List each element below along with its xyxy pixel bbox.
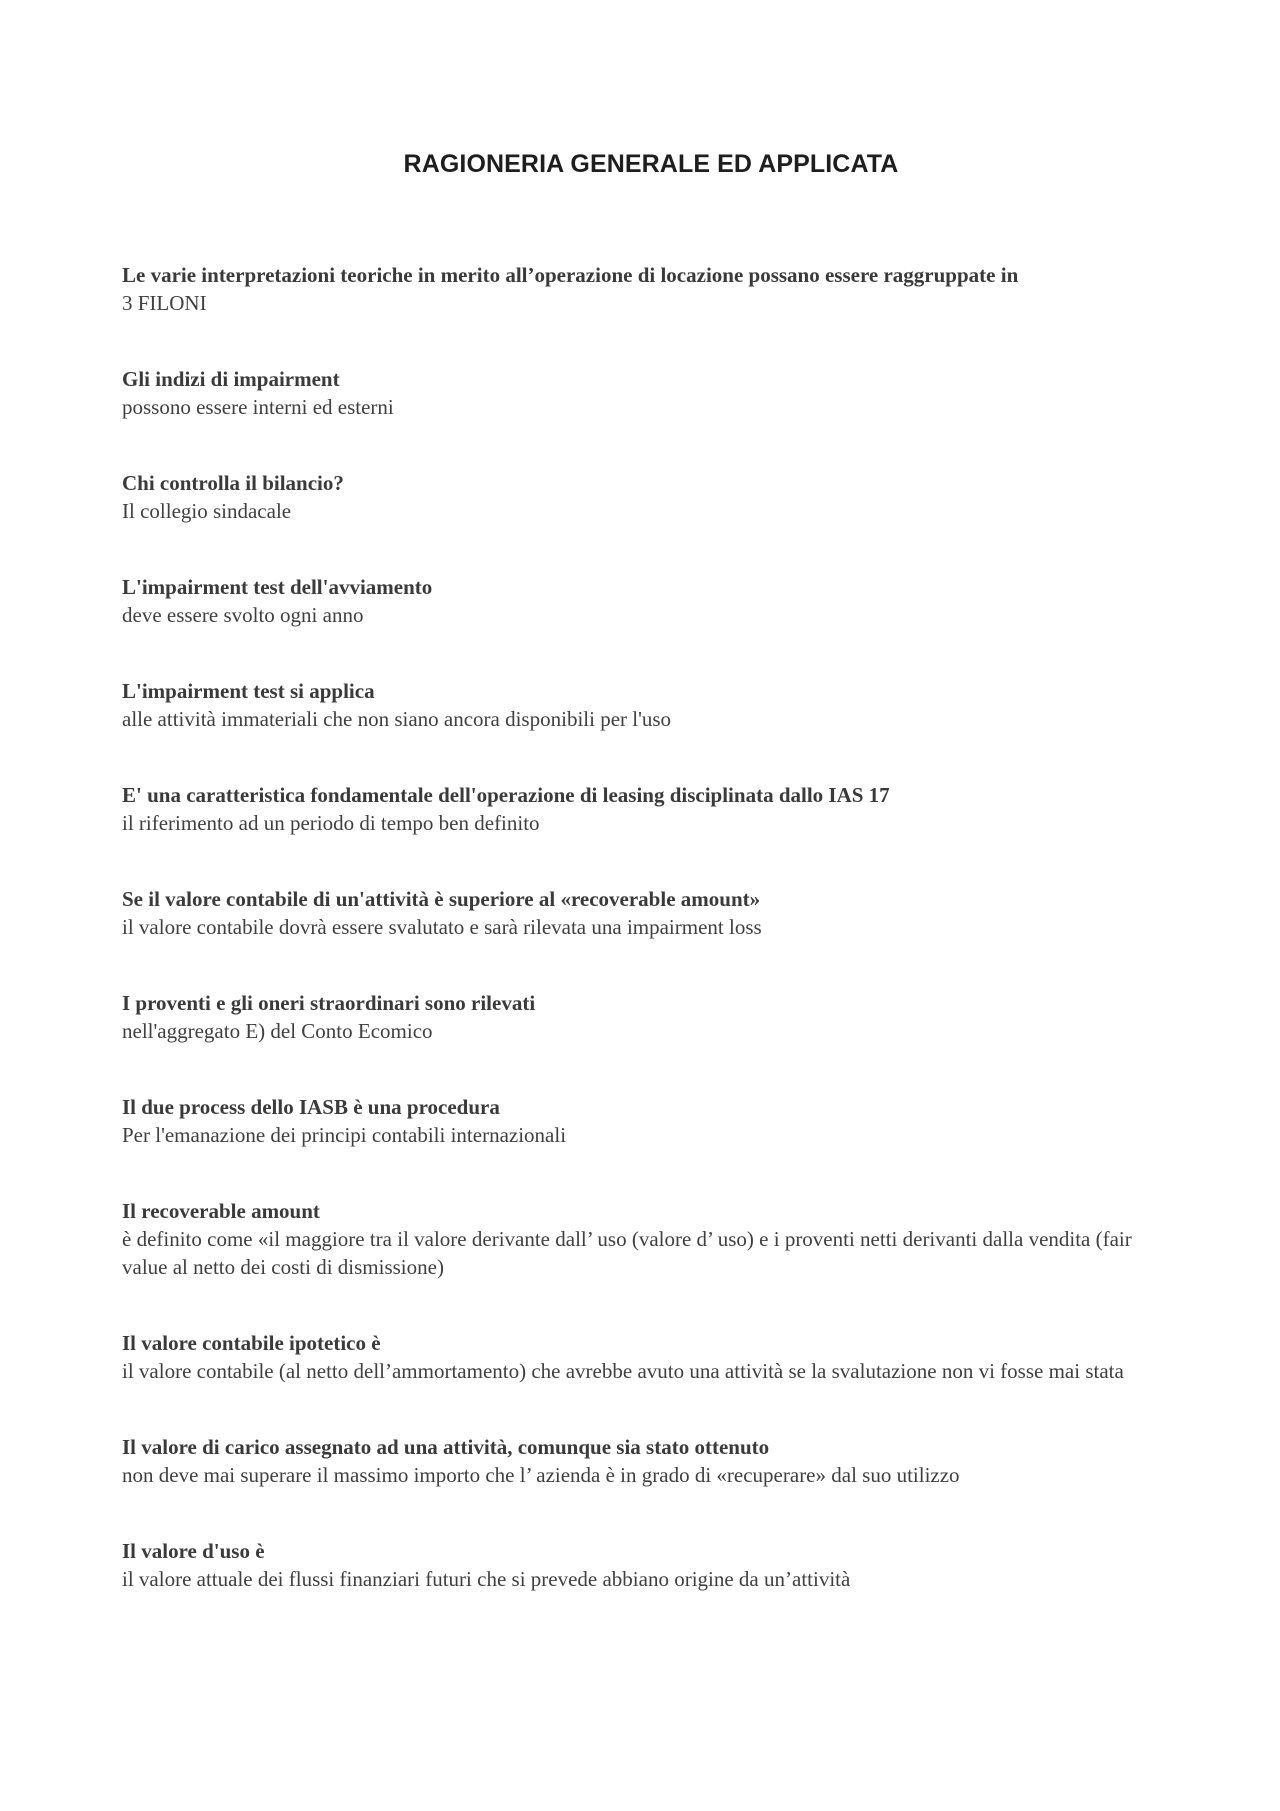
qa-item [122, 1433, 1160, 1489]
answer-text: alle attività immateriali che non siano ancora disponibili per l'uso [122, 707, 672, 731]
qa-item [122, 885, 1160, 941]
answer-text: Per l'emanazione dei principi contabili internazionali [122, 1123, 567, 1147]
document-title: RAGIONERIA GENERALE ED APPLICATA [403, 150, 899, 178]
qa-item [122, 989, 1160, 1045]
question-text: Chi controlla il bilancio? [122, 471, 344, 495]
question-text: L'impairment test dell'avviamento [122, 575, 433, 599]
answer-text: nell'aggregato E) del Conto Ecomico [122, 1019, 433, 1043]
answer-text: non deve mai superare il massimo importo che l’ azienda è in grado di «recuperare» dal suo utilizzo [122, 1463, 960, 1487]
question-text: Le varie interpretazioni teoriche in merito all’operazione di locazione possano essere raggruppate in [122, 263, 1019, 287]
qa-item [122, 781, 1160, 837]
answer-text: Il collegio sindacale [122, 499, 292, 523]
qa-item [122, 261, 1160, 317]
qa-item [122, 1093, 1160, 1149]
question-text: Il valore di carico assegnato ad una attività, comunque sia stato ottenuto [122, 1435, 770, 1459]
answer-text: è definito come «il maggiore tra il valore derivante dall’ uso (valore d’ uso) e i proventi netti derivanti dalla vendita (fair value al netto dei costi di dismissione) [122, 1227, 1132, 1279]
question-text: Se il valore contabile di un'attività è superiore al «recoverable amount» [122, 887, 761, 911]
qa-item [122, 677, 1160, 733]
question-text: I proventi e gli oneri straordinari sono rilevati [122, 991, 536, 1015]
qa-list [122, 261, 1160, 1593]
answer-text: il valore attuale dei flussi finanziari futuri che si prevede abbiano origine da un’attività [122, 1567, 851, 1591]
question-text: L'impairment test si applica [122, 679, 375, 703]
answer-text: possono essere interni ed esterni [122, 395, 394, 419]
question-text: Il recoverable amount [122, 1199, 320, 1223]
qa-item [122, 469, 1160, 525]
qa-item [122, 365, 1160, 421]
question-text: Gli indizi di impairment [122, 367, 340, 391]
answer-text: 3 FILONI [122, 291, 207, 315]
qa-item [122, 573, 1160, 629]
question-text: E' una caratteristica fondamentale dell'operazione di leasing disciplinata dallo IAS 17 [122, 783, 890, 807]
qa-item [122, 1537, 1160, 1593]
question-text: Il valore contabile ipotetico è [122, 1331, 381, 1355]
answer-text: il valore contabile (al netto dell’ammortamento) che avrebbe avuto una attività se la svalutazione non vi fosse mai stata [122, 1359, 1124, 1383]
qa-item [122, 1197, 1160, 1281]
answer-text: il riferimento ad un periodo di tempo ben definito [122, 811, 540, 835]
question-text: Il due process dello IASB è una procedura [122, 1095, 500, 1119]
answer-text: deve essere svolto ogni anno [122, 603, 364, 627]
qa-item [122, 1329, 1160, 1385]
answer-text: il valore contabile dovrà essere svalutato e sarà rilevata una impairment loss [122, 915, 762, 939]
question-text: Il valore d'uso è [122, 1539, 265, 1563]
